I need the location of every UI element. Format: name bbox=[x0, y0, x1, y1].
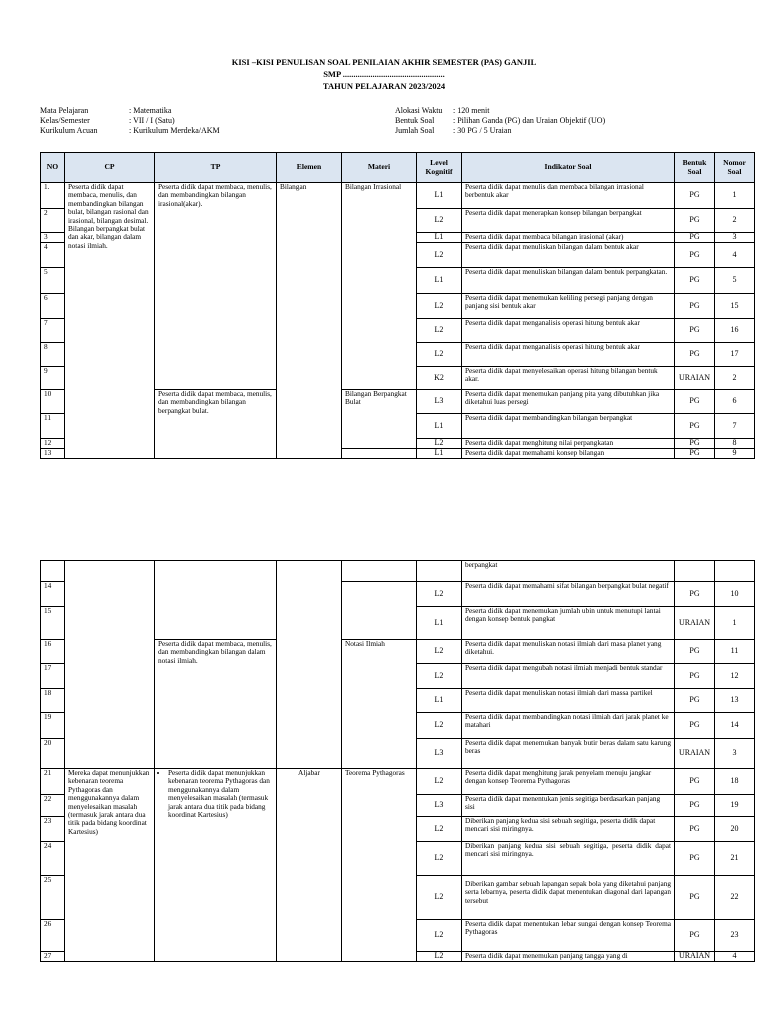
row-no: 3 bbox=[41, 233, 65, 243]
row-no: 7 bbox=[41, 319, 65, 343]
indikator-cell: Peserta didik dapat menemukan panjang pita yang dibutuhkan jika diketahui luas persegi bbox=[462, 390, 675, 414]
row-no: 5 bbox=[41, 268, 65, 294]
nomor-cell: 15 bbox=[715, 294, 755, 319]
row-no: 21 bbox=[41, 769, 65, 795]
level-cell: L1 bbox=[417, 268, 462, 294]
bentuk-cell: URAIAN bbox=[675, 367, 715, 390]
indikator-cell: Peserta didik dapat menemukan jumlah ubin untuk menutupi lantai dengan konsep bentuk pangkat bbox=[462, 607, 675, 640]
level-cell: L2 bbox=[417, 243, 462, 268]
nomor-cell bbox=[715, 561, 755, 582]
row-no: 24 bbox=[41, 842, 65, 876]
col-header-indikator: Indikator Soal bbox=[462, 153, 675, 183]
row-no: 16 bbox=[41, 640, 65, 664]
row-no: 14 bbox=[41, 582, 65, 607]
nomor-cell: 5 bbox=[715, 268, 755, 294]
level-cell: L2 bbox=[417, 664, 462, 689]
indikator-cell: Peserta didik dapat menghitung nilai perpangkatan bbox=[462, 439, 675, 449]
elemen-cell: Aljabar bbox=[277, 769, 342, 962]
bentuk-cell: PG bbox=[675, 268, 715, 294]
bentuk-cell: PG bbox=[675, 817, 715, 842]
table-row bbox=[41, 183, 755, 209]
bentuk-cell: PG bbox=[675, 449, 715, 459]
info-value: : 120 menit bbox=[453, 106, 490, 115]
row-no: 9 bbox=[41, 367, 65, 390]
bentuk-cell: PG bbox=[675, 769, 715, 795]
indikator-cell: Peserta didik dapat menuliskan bilangan dalam bentuk perpangkatan. bbox=[462, 268, 675, 294]
bentuk-cell: URAIAN bbox=[675, 952, 715, 962]
level-cell: L2 bbox=[417, 582, 462, 607]
nomor-cell: 16 bbox=[715, 319, 755, 343]
row-no: 22 bbox=[41, 795, 65, 817]
level-cell bbox=[417, 561, 462, 582]
level-cell: L2 bbox=[417, 817, 462, 842]
indikator-cell: Peserta didik dapat menentukan jenis segitiga berdasarkan panjang sisi bbox=[462, 795, 675, 817]
row-no: 27 bbox=[41, 952, 65, 962]
col-header-nomor: Nomor Soal bbox=[715, 153, 755, 183]
level-cell: L1 bbox=[417, 183, 462, 209]
nomor-cell: 14 bbox=[715, 713, 755, 739]
bentuk-cell: PG bbox=[675, 842, 715, 876]
level-cell: L1 bbox=[417, 233, 462, 243]
indikator-cell: Peserta didik dapat menemukan banyak butir beras dalam satu karung beras bbox=[462, 739, 675, 769]
nomor-cell: 10 bbox=[715, 582, 755, 607]
info-value: : VII / I (Satu) bbox=[129, 116, 175, 125]
school-name: SMP ................................................ bbox=[323, 69, 445, 79]
level-cell: L2 bbox=[417, 952, 462, 962]
empty-cell bbox=[41, 561, 65, 582]
info-value: : Kurikulum Merdeka/AKM bbox=[129, 126, 220, 135]
nomor-cell: 23 bbox=[715, 920, 755, 952]
bentuk-cell: PG bbox=[675, 582, 715, 607]
info-label: Kurikulum Acuan bbox=[40, 126, 98, 135]
info-value: : Pilihan Ganda (PG) dan Uraian Objektif (UO) bbox=[453, 116, 606, 125]
info-value: : 30 PG / 5 Uraian bbox=[453, 126, 512, 135]
col-header-elemen: Elemen bbox=[277, 153, 342, 183]
indikator-cell: berpangkat bbox=[462, 561, 675, 582]
level-cell: L2 bbox=[417, 769, 462, 795]
indikator-cell: Peserta didik dapat membaca bilangan irasional (akar) bbox=[462, 233, 675, 243]
info-label: Mata Pelajaran bbox=[40, 106, 89, 115]
bentuk-cell: PG bbox=[675, 209, 715, 233]
materi-cell bbox=[342, 582, 417, 640]
row-no: 19 bbox=[41, 713, 65, 739]
bentuk-cell: URAIAN bbox=[675, 739, 715, 769]
tp-cell bbox=[155, 561, 277, 640]
col-header-bentuk: Bentuk Soal bbox=[675, 153, 715, 183]
kisi-table-page-2 bbox=[40, 560, 755, 962]
info-label: Jumlah Soal bbox=[395, 126, 435, 135]
indikator-cell: Peserta didik dapat menuliskan notasi ilmiah dari masa planet yang diketahui. bbox=[462, 640, 675, 664]
info-right bbox=[395, 106, 605, 136]
nomor-cell: 11 bbox=[715, 640, 755, 664]
indikator-cell: Peserta didik dapat menemukan panjang tangga yang di bbox=[462, 952, 675, 962]
level-cell: L2 bbox=[417, 920, 462, 952]
bentuk-cell: PG bbox=[675, 640, 715, 664]
level-cell: L1 bbox=[417, 414, 462, 439]
indikator-cell: Peserta didik dapat menghitung jarak penyelam menuju jangkar dengan konsep Teorema Pythagoras bbox=[462, 769, 675, 795]
row-no: 17 bbox=[41, 664, 65, 689]
indikator-cell: Peserta didik dapat menerapkan konsep bilangan berpangkat bbox=[462, 209, 675, 233]
nomor-cell: 22 bbox=[715, 876, 755, 920]
row-no: 20 bbox=[41, 739, 65, 769]
info-left bbox=[40, 106, 220, 136]
row-no: 10 bbox=[41, 390, 65, 414]
tp-cell: Peserta didik dapat membaca, menulis, dan membandingkan bilangan berpangkat bulat. bbox=[155, 390, 277, 459]
indikator-cell: Peserta didik dapat menuliskan notasi ilmiah dari massa partikel bbox=[462, 689, 675, 713]
row-no: 13 bbox=[41, 449, 65, 459]
row-no: 25 bbox=[41, 876, 65, 920]
indikator-cell: Diberikan panjang kedua sisi sebuah segitiga, peserta didik dapat mencari sisi miringnya. bbox=[462, 842, 675, 876]
level-cell: L2 bbox=[417, 439, 462, 449]
row-no: 26 bbox=[41, 920, 65, 952]
bentuk-cell bbox=[675, 561, 715, 582]
materi-cell: Notasi Ilmiah bbox=[342, 640, 417, 769]
materi-cell bbox=[342, 561, 417, 582]
level-cell: L3 bbox=[417, 795, 462, 817]
nomor-cell: 12 bbox=[715, 664, 755, 689]
bentuk-cell: PG bbox=[675, 795, 715, 817]
bentuk-cell: PG bbox=[675, 243, 715, 268]
indikator-cell: Peserta didik dapat menentukan lebar sungai dengan konsep Teorema Pythagoras bbox=[462, 920, 675, 952]
level-cell: K2 bbox=[417, 367, 462, 390]
nomor-cell: 17 bbox=[715, 343, 755, 367]
info-label: Alokasi Waktu bbox=[395, 106, 443, 115]
nomor-cell: 18 bbox=[715, 769, 755, 795]
bentuk-cell: PG bbox=[675, 343, 715, 367]
nomor-cell: 2 bbox=[715, 367, 755, 390]
bentuk-cell: URAIAN bbox=[675, 607, 715, 640]
nomor-cell: 20 bbox=[715, 817, 755, 842]
level-cell: L2 bbox=[417, 343, 462, 367]
col-header-no: NO bbox=[41, 153, 65, 183]
row-no: 4 bbox=[41, 243, 65, 268]
indikator-cell: Peserta didik dapat memahami sifat bilangan berpangkat bulat negatif bbox=[462, 582, 675, 607]
indikator-cell: Peserta didik dapat menulis dan membaca bilangan irrasional berbentuk akar bbox=[462, 183, 675, 209]
document-title: KISI –KISI PENULISAN SOAL PENILAIAN AKHIR SEMESTER (PAS) GANJIL bbox=[231, 57, 537, 67]
table-row bbox=[41, 769, 755, 795]
bentuk-cell: PG bbox=[675, 920, 715, 952]
level-cell: L1 bbox=[417, 449, 462, 459]
nomor-cell: 7 bbox=[715, 414, 755, 439]
bentuk-cell: PG bbox=[675, 689, 715, 713]
bentuk-cell: PG bbox=[675, 294, 715, 319]
row-no: 23 bbox=[41, 817, 65, 842]
row-no: 18 bbox=[41, 689, 65, 713]
level-cell: L3 bbox=[417, 390, 462, 414]
materi-cell: Bilangan Berpangkat Bulat bbox=[342, 390, 417, 449]
col-header-level: Level Kognitif bbox=[417, 153, 462, 183]
bentuk-cell: PG bbox=[675, 439, 715, 449]
nomor-cell: 3 bbox=[715, 233, 755, 243]
bentuk-cell: PG bbox=[675, 319, 715, 343]
bentuk-cell: PG bbox=[675, 233, 715, 243]
indikator-cell: Peserta didik dapat membandingkan notasi ilmiah dari jarak planet ke matahari bbox=[462, 713, 675, 739]
indikator-cell: Peserta didik dapat menuliskan bilangan dalam bentuk akar bbox=[462, 243, 675, 268]
level-cell: L2 bbox=[417, 842, 462, 876]
row-no: 15 bbox=[41, 607, 65, 640]
bentuk-cell: PG bbox=[675, 713, 715, 739]
indikator-cell: Peserta didik dapat menganalisis operasi hitung bentuk akar bbox=[462, 319, 675, 343]
nomor-cell: 6 bbox=[715, 390, 755, 414]
info-value: : Matematika bbox=[129, 106, 172, 115]
bentuk-cell: PG bbox=[675, 664, 715, 689]
level-cell: L1 bbox=[417, 689, 462, 713]
nomor-cell: 1 bbox=[715, 607, 755, 640]
indikator-cell: Peserta didik dapat menganalisis operasi hitung bentuk akar bbox=[462, 343, 675, 367]
row-no: 2 bbox=[41, 209, 65, 233]
nomor-cell: 1 bbox=[715, 183, 755, 209]
row-no: 1. bbox=[41, 183, 65, 209]
table-row bbox=[41, 561, 755, 582]
level-cell: L2 bbox=[417, 209, 462, 233]
nomor-cell: 3 bbox=[715, 739, 755, 769]
info-label: Bentuk Soal bbox=[395, 116, 435, 125]
academic-year: TAHUN PELAJARAN 2023/2024 bbox=[322, 81, 446, 91]
elemen-cell: Bilangan bbox=[277, 183, 342, 459]
bentuk-cell: PG bbox=[675, 876, 715, 920]
indikator-cell: Peserta didik dapat memahami konsep bilangan bbox=[462, 449, 675, 459]
materi-cell: Teorema Pythagoras bbox=[342, 769, 417, 962]
col-header-cp: CP bbox=[65, 153, 155, 183]
kisi-table-page-1 bbox=[40, 152, 755, 459]
tp-cell bbox=[155, 769, 277, 962]
row-no: 12 bbox=[41, 439, 65, 449]
level-cell: L2 bbox=[417, 319, 462, 343]
materi-cell bbox=[342, 449, 417, 459]
level-cell: L2 bbox=[417, 713, 462, 739]
level-cell: L3 bbox=[417, 739, 462, 769]
row-no: 8 bbox=[41, 343, 65, 367]
level-cell: L2 bbox=[417, 294, 462, 319]
indikator-cell: Diberikan panjang kedua sisi sebuah segitiga, peserta didik dapat mencari sisi miringnya. bbox=[462, 817, 675, 842]
tp-bullet: • Peserta didik dapat menunjukkan kebenaran teorema Pythagoras dan menggunakannya dalam menyelesaikan masalah (termasuk jarak antara dua titik pada bidang koordinat Kartesius) bbox=[168, 769, 273, 819]
bentuk-cell: PG bbox=[675, 414, 715, 439]
bentuk-cell: PG bbox=[675, 183, 715, 209]
row-no: 11 bbox=[41, 414, 65, 439]
nomor-cell: 4 bbox=[715, 243, 755, 268]
indikator-cell: Peserta didik dapat mengubah notasi ilmiah menjadi bentuk standar bbox=[462, 664, 675, 689]
cp-cell: Peserta didik dapat membaca, menulis, dan membandingkan bilangan bulat, bilangan rasional dan irasional, bilangan desimal. Bilangan berpangkat bulat dan akar, bilangan dalam notasi ilmiah. bbox=[65, 183, 155, 459]
materi-cell: Bilangan Irrasional bbox=[342, 183, 417, 390]
tp-cell: Peserta didik dapat membaca, menulis, dan membandingkan bilangan dalam notasi ilmiah. bbox=[155, 640, 277, 769]
nomor-cell: 13 bbox=[715, 689, 755, 713]
nomor-cell: 9 bbox=[715, 449, 755, 459]
indikator-cell: Peserta didik dapat menyelesaikan operasi hitung bilangan bentuk akar. bbox=[462, 367, 675, 390]
cp-cell bbox=[65, 561, 155, 769]
nomor-cell: 2 bbox=[715, 209, 755, 233]
nomor-cell: 19 bbox=[715, 795, 755, 817]
nomor-cell: 4 bbox=[715, 952, 755, 962]
indikator-cell: Diberikan gambar sebuah lapangan sepak bola yang diketahui panjang serta lebarnya, peserta didik dapat menentukan diagonal dari lapangan tersebut bbox=[462, 876, 675, 920]
col-header-tp: TP bbox=[155, 153, 277, 183]
indikator-cell: Peserta didik dapat membandingkan bilangan berpangkat bbox=[462, 414, 675, 439]
bentuk-cell: PG bbox=[675, 390, 715, 414]
level-cell: L2 bbox=[417, 876, 462, 920]
row-no: 6 bbox=[41, 294, 65, 319]
info-label: Kelas/Semester bbox=[40, 116, 90, 125]
col-header-materi: Materi bbox=[342, 153, 417, 183]
elemen-cell bbox=[277, 561, 342, 769]
level-cell: L1 bbox=[417, 607, 462, 640]
cp-cell: Mereka dapat menunjukkan kebenaran teorema Pythagoras dan menggunakannya dalam menyelesaikan masalah (termasuk jarak antara dua titik pada bidang koordinat Kartesius) bbox=[65, 769, 155, 962]
level-cell: L2 bbox=[417, 640, 462, 664]
nomor-cell: 21 bbox=[715, 842, 755, 876]
nomor-cell: 8 bbox=[715, 439, 755, 449]
tp-cell: Peserta didik dapat membaca, menulis, dan membandingkan bilangan irasional(akar). bbox=[155, 183, 277, 390]
indikator-cell: Peserta didik dapat menemukan keliling persegi panjang dengan panjang sisi bentuk akar bbox=[462, 294, 675, 319]
